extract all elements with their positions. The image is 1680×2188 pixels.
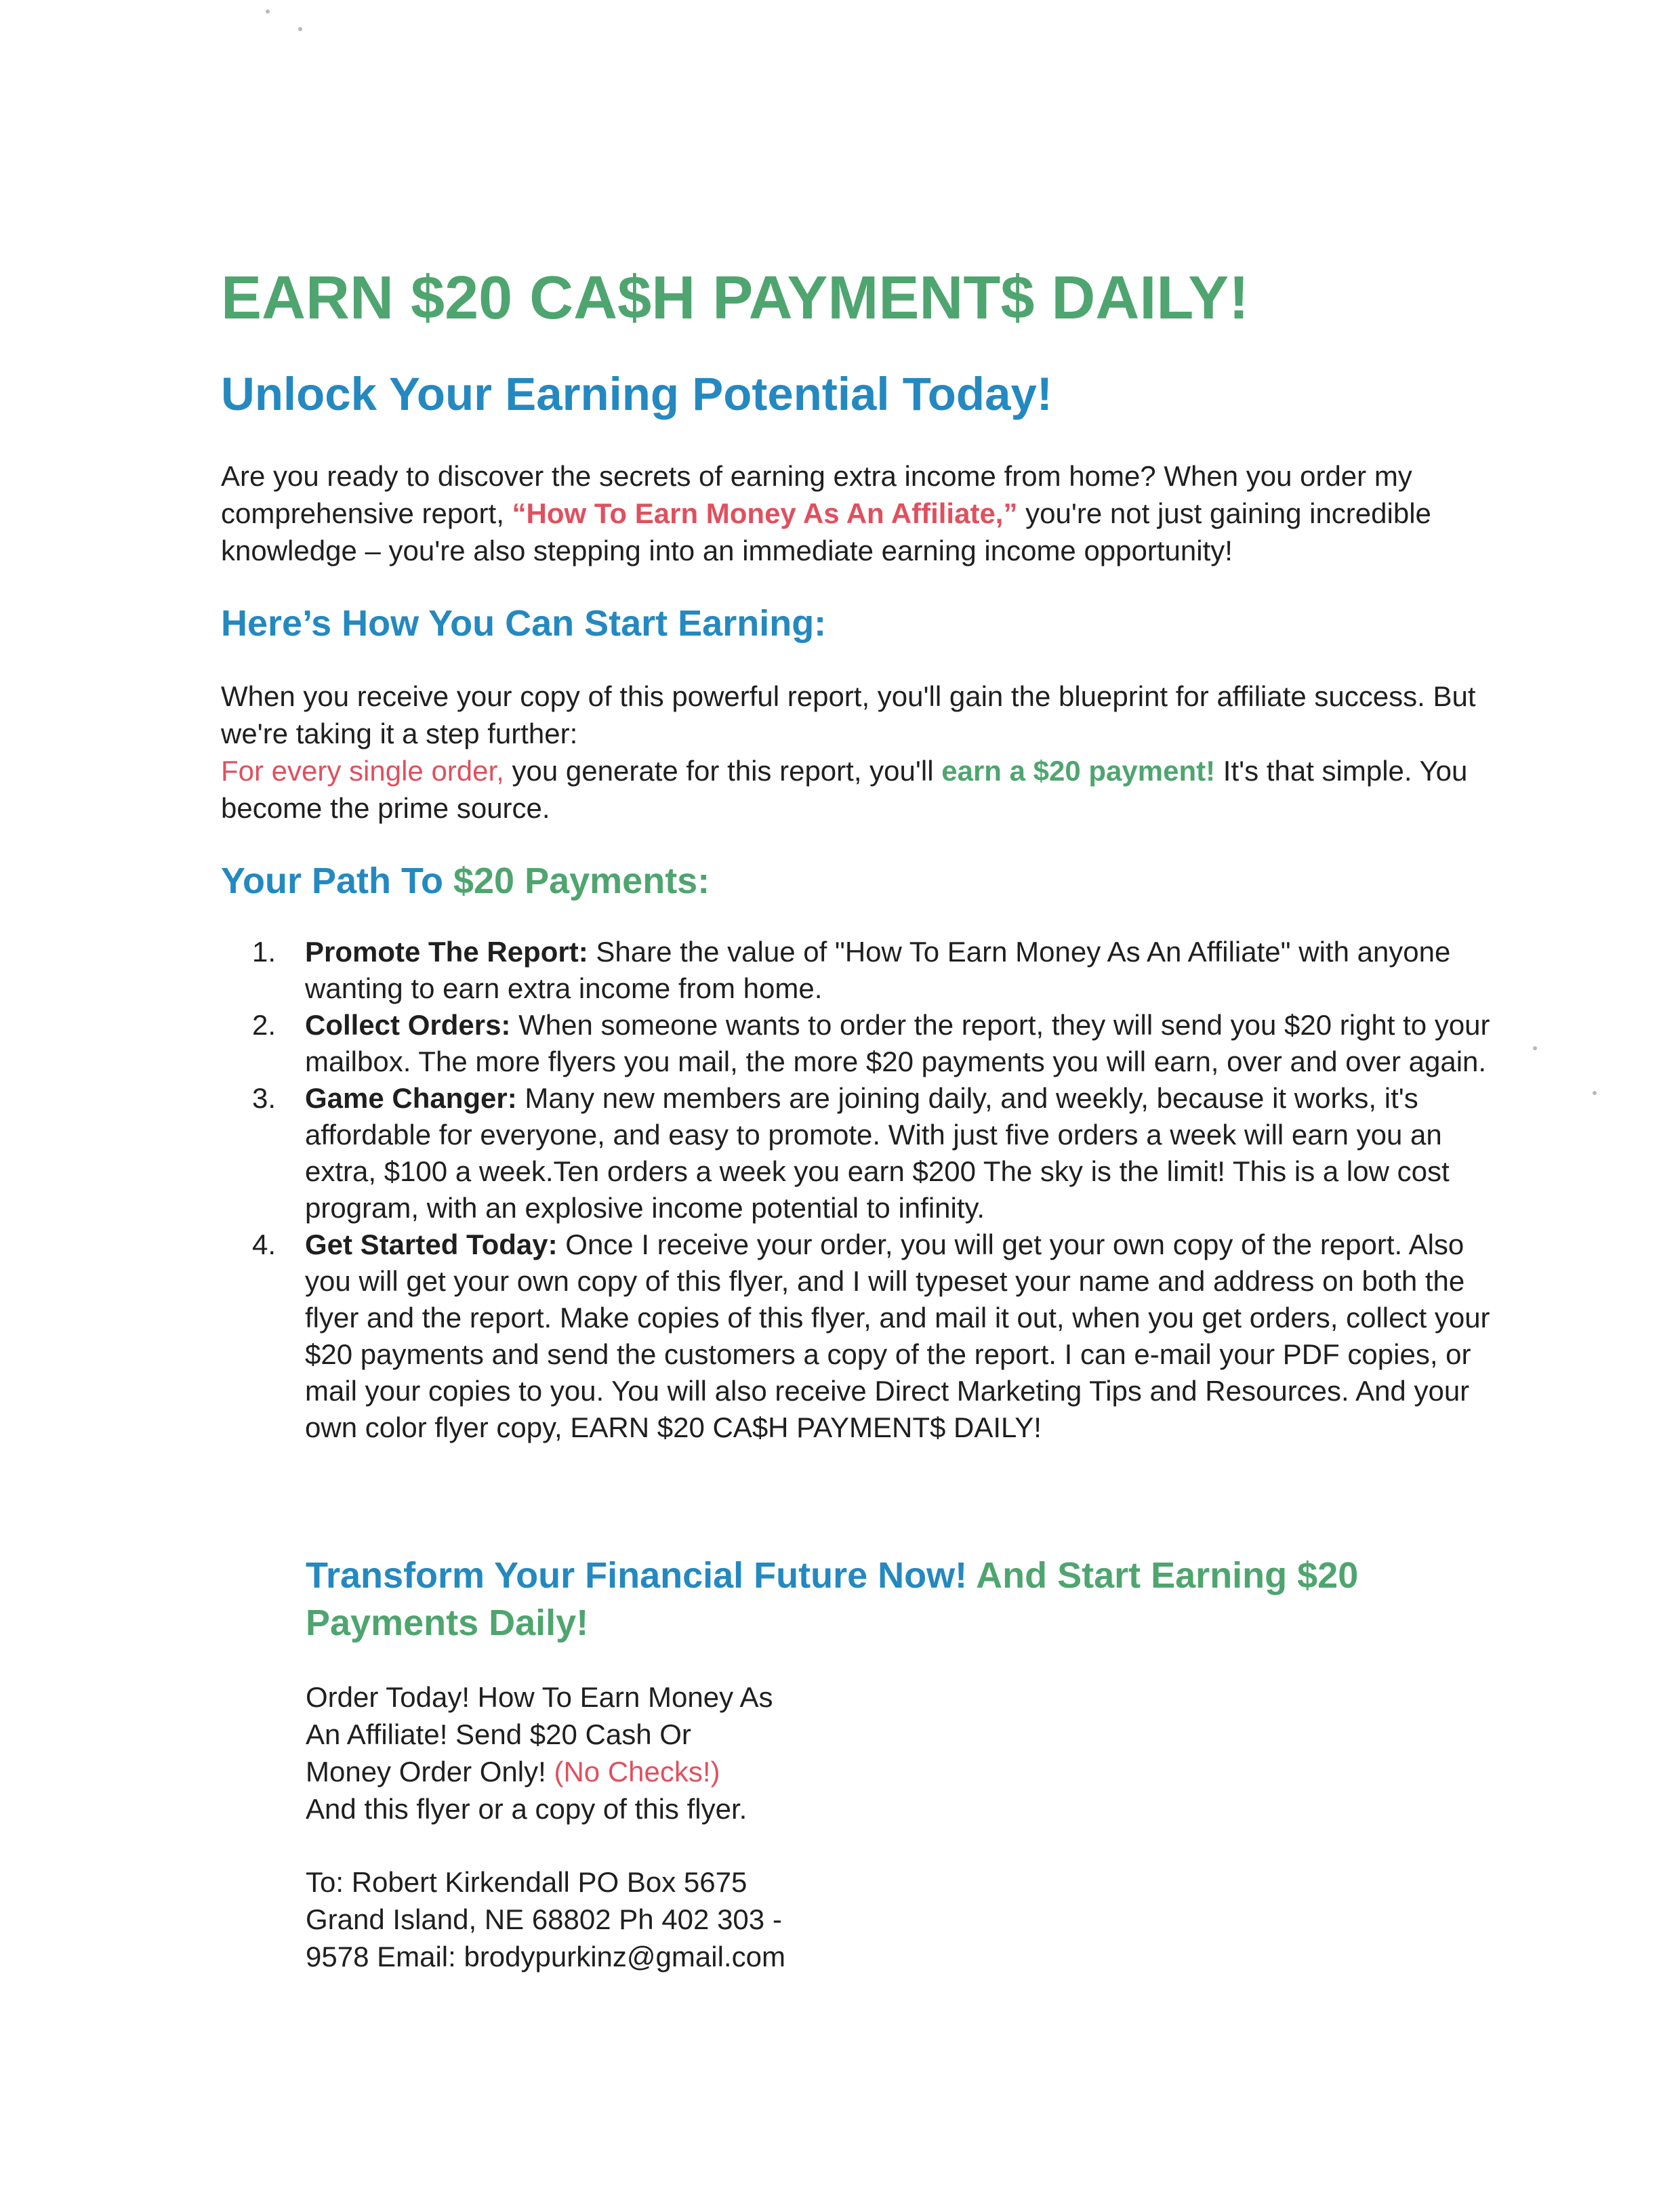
step-text: Many new members are joining daily, and weekly, because it works, it's affordable for everyone, and easy to promote. With just five orders a week will earn you an extra, $100 a week.Ten orders a week you earn $200 The sky is the limit! This is a low cost program, with an explosive income potential to infinity. <box>305 1082 1450 1224</box>
subtitle: Unlock Your Earning Potential Today! <box>221 368 1052 420</box>
step-label: Get Started Today: <box>305 1229 558 1260</box>
list-item <box>221 1080 1495 1226</box>
how-line-1: When you receive your copy of this powerful report, you'll gain the blueprint for affiliate success. But we're taking it a step further: <box>221 680 1476 749</box>
step-label: Game Changer: <box>305 1082 517 1114</box>
intro-text-after: you're not just gaining incredible knowledge – you're also stepping into an immediate earning income opportunity! <box>221 497 1431 566</box>
step-number: 4. <box>252 1229 276 1260</box>
how-end-text: It's that simple. You become the prime source. <box>221 755 1468 824</box>
scan-speck <box>1593 1091 1597 1095</box>
scan-speck <box>1533 1046 1537 1050</box>
how-middle-text: you generate for this report, you'll <box>504 755 942 787</box>
scan-speck <box>266 9 270 14</box>
step-number: 2. <box>252 1009 276 1041</box>
address-line-2: Grand Island, NE 68802 Ph 402 303 - <box>306 1903 782 1935</box>
mailing-address <box>306 1863 848 1975</box>
order-line-3 <box>306 1753 848 1790</box>
earn-payment-phrase: earn a $20 payment! <box>941 755 1216 787</box>
step-text: Share the value of "How To Earn Money As An Affiliate" with anyone wanting to earn extra income from home. <box>305 936 1451 1004</box>
every-order-phrase: For every single order, <box>221 755 504 787</box>
order-instructions <box>306 1678 848 1828</box>
step-text: When someone wants to order the report, they will send you $20 right to your mailbox. The more flyers you mail, the more $20 payments you will earn, over and over again. <box>305 1009 1490 1077</box>
address-line-3: 9578 Email: brodypurkinz@gmail.com <box>306 1941 785 1973</box>
no-checks-note: (No Checks!) <box>554 1756 720 1788</box>
step-number: 1. <box>252 936 276 968</box>
intro-paragraph <box>221 457 1542 569</box>
how-body <box>221 678 1542 827</box>
order-line-2: An Affiliate! Send $20 Cash Or <box>306 1718 691 1750</box>
scan-speck <box>298 27 302 31</box>
list-item <box>221 934 1495 1007</box>
list-item <box>221 1226 1495 1446</box>
step-number: 3. <box>252 1082 276 1114</box>
how-line-2 <box>221 752 1542 827</box>
order-line-3-text: Money Order Only! <box>306 1756 554 1788</box>
list-item <box>221 1007 1495 1080</box>
order-line-4: And this flyer or a copy of this flyer. <box>306 1793 747 1825</box>
step-text: Once I receive your order, you will get your own copy of the report. Also you will get your own copy of this flyer, and I will typeset your name and address on both the flyer and the report. Make copies of this flyer, and mail it out, when you get orders, collect your $20 payments and send the customers a copy of the report. I can e-mail your PDF copies, or mail your copies to you. You will also receive Direct Marketing Tips and Resources. And your own color flyer copy, EARN $20 CA$H PAYMENT$ DAILY! <box>305 1229 1490 1443</box>
transform-heading-blue: Transform Your Financial Future Now! <box>306 1555 968 1596</box>
report-title-highlight: “How To Earn Money As An Affiliate,” <box>512 497 1018 529</box>
path-heading-blue: Your Path To <box>221 861 453 901</box>
transform-heading-green: And Start Earning $20 Payments Daily! <box>306 1555 1359 1643</box>
how-heading: Here’s How You Can Start Earning: <box>221 603 827 644</box>
intro-text-before: Are you ready to discover the secrets of earning extra income from home? When you order my comprehensive report, <box>221 460 1412 529</box>
order-line-1: Order Today! How To Earn Money As <box>306 1681 773 1713</box>
path-heading <box>221 857 710 905</box>
steps-list <box>221 934 1495 1446</box>
step-label: Collect Orders: <box>305 1009 511 1041</box>
main-title: EARN $20 CA$H PAYMENT$ DAILY! <box>221 264 1250 332</box>
address-line-1: To: Robert Kirkendall PO Box 5675 <box>306 1866 747 1898</box>
step-label: Promote The Report: <box>305 936 588 968</box>
path-heading-green: $20 Payments: <box>453 861 710 901</box>
transform-heading <box>306 1552 1458 1647</box>
